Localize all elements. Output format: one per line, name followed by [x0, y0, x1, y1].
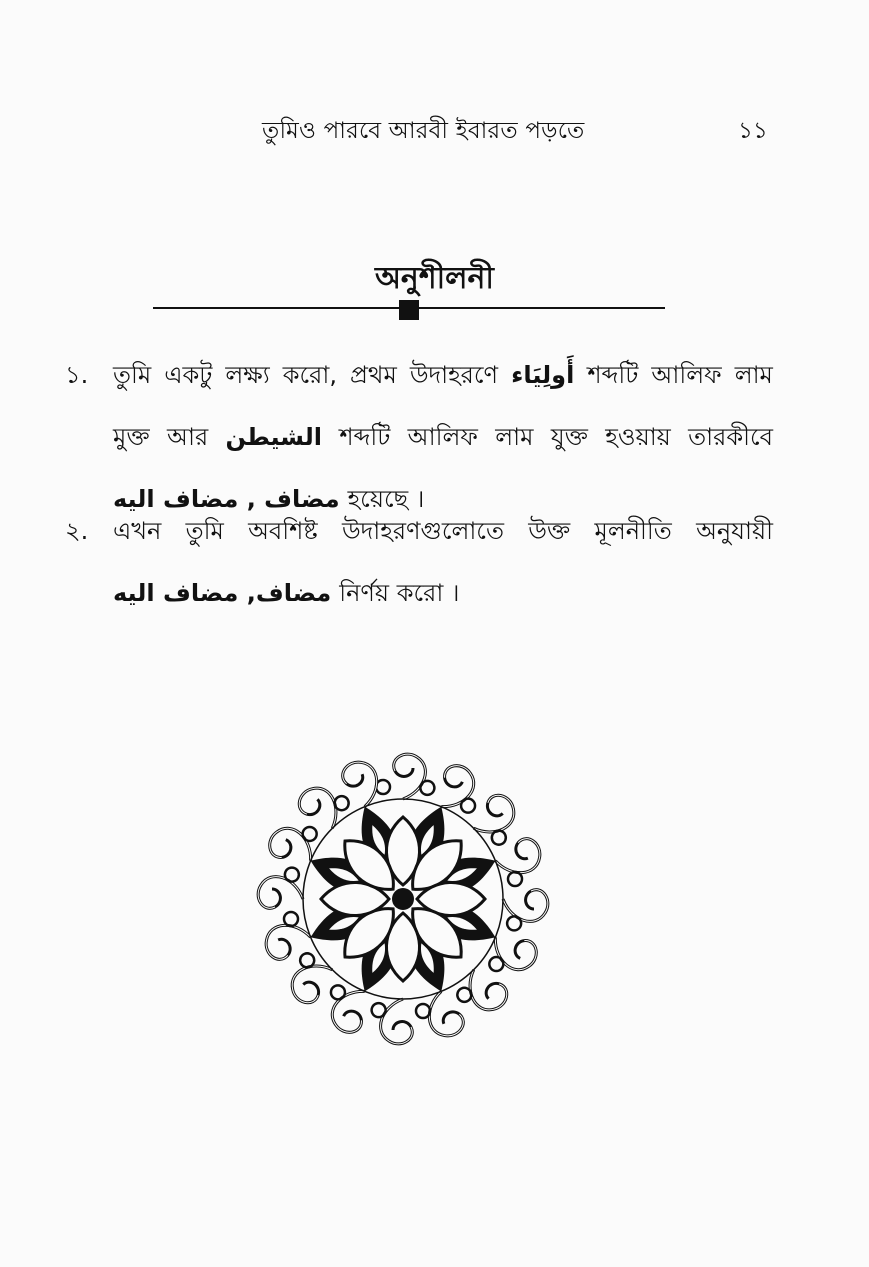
word: তারকীবে [688, 423, 773, 451]
word: অবশিষ্ট [248, 517, 318, 545]
word: অনুযায়ী [696, 517, 773, 545]
word: আলিফ [651, 361, 722, 389]
arabic-term: مضاف, مضاف اليه [113, 579, 332, 607]
arabic-term: أَولِيَاء [511, 361, 575, 389]
word: আর [166, 423, 209, 451]
word: হয়েছে । [347, 485, 425, 513]
section-title: অনুশীলনী [374, 261, 495, 296]
word: হওয়ায় [605, 423, 671, 451]
word: প্রথম [349, 361, 397, 389]
exercise-line [113, 500, 773, 562]
word: এখন [113, 517, 162, 545]
floral-rosette-icon [240, 748, 566, 1050]
word: মূলনীতি [594, 517, 672, 545]
word: উদাহরণে [409, 361, 499, 389]
exercise-line [113, 406, 773, 468]
word: লক্ষ্য [225, 361, 270, 389]
exercise-number: ২. [65, 517, 89, 545]
exercise-line [113, 344, 773, 406]
arabic-term: الشيطن [225, 423, 322, 451]
word: তুমি [113, 361, 152, 389]
divider-square-icon [399, 300, 419, 320]
arabic-term: مضاف , مضاف اليه [113, 485, 340, 513]
ornament-center-dot [392, 888, 414, 910]
word: যুক্ত [550, 423, 588, 451]
word: শব্দটি [587, 361, 639, 389]
exercise-line [113, 562, 773, 624]
exercise-number: ১. [65, 361, 89, 389]
word: করো, [282, 361, 337, 389]
word: উক্ত [528, 517, 571, 545]
word: লাম [734, 361, 773, 389]
word: তুমি [185, 517, 224, 545]
word: আলিফ [407, 423, 478, 451]
running-head: তুমিও পারবে আরবী ইবারত পড়তে [262, 118, 585, 144]
word: মুক্ত [113, 423, 150, 451]
word: একটু [164, 361, 213, 389]
page-number: ১১ [738, 118, 768, 144]
word: উদাহরণগুলোতে [341, 517, 504, 545]
word: লাম [495, 423, 534, 451]
word: নির্ণয় করো । [339, 579, 460, 607]
word: শব্দটি [339, 423, 391, 451]
